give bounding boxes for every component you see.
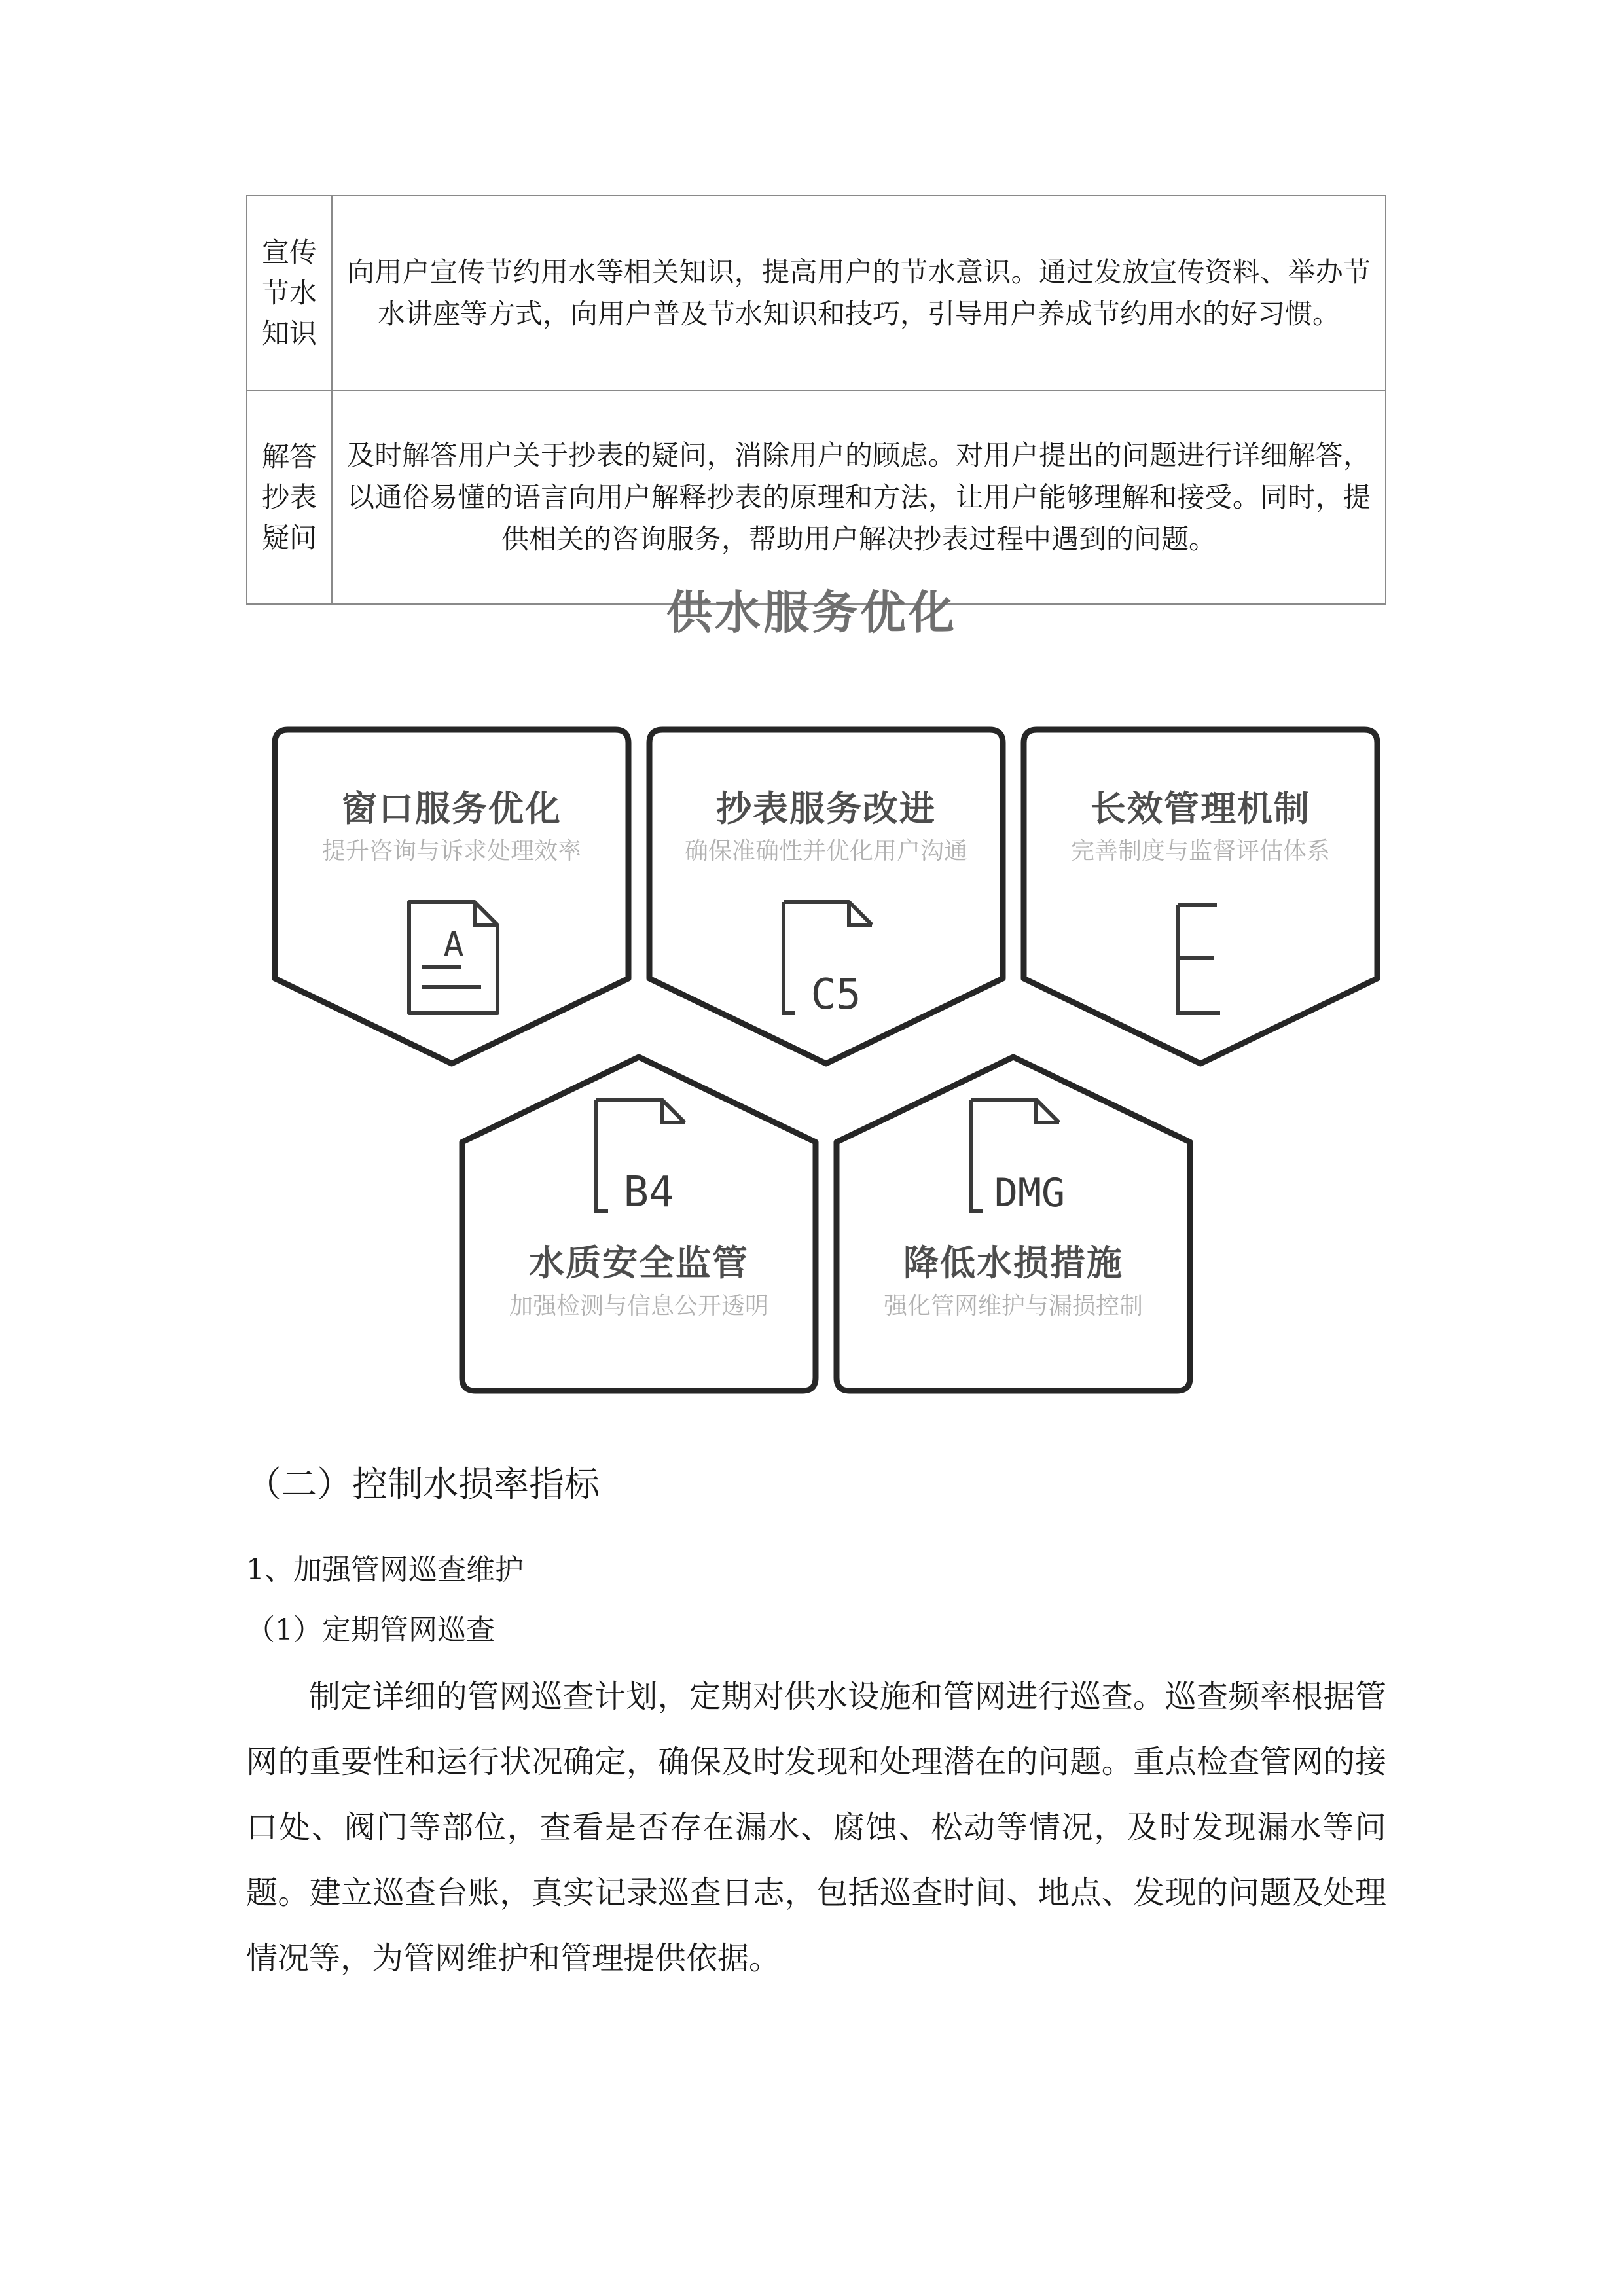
subsection-heading: 1、加强管网巡查维护 [246,1553,524,1587]
row-label-line: 节水 [261,277,317,309]
document-c5-icon [751,892,901,1023]
row-label-line: 宣传 [261,236,317,268]
table-row [247,391,1386,604]
document-e-icon [1125,892,1276,1023]
card-title: 窗口服务优化 [342,788,562,829]
svg-text:E: E [1125,892,1126,893]
row-content: 向用户宣传节约用水等相关知识，提高用户的节水意识。通过发放宣传资料、举办节水讲座等方式，向用户普及节水知识和技巧，引导用户养成节约用水的好习惯。 [332,196,1386,391]
card-title: 抄表服务改进 [716,788,936,829]
card-description: 确保准确性并优化用户沟通 [684,838,967,865]
card-description: 强化管网维护与漏损控制 [883,1293,1143,1319]
svg-text:C5: C5 [810,971,861,1019]
row-label-line: 解答 [261,440,317,473]
card-title: 水质安全监管 [529,1242,749,1283]
table-row [247,196,1386,391]
card-description: 提升咨询与诉求处理效率 [321,838,581,865]
svg-text:A: A [443,925,464,965]
body-paragraph: 制定详细的管网巡查计划，定期对供水设施和管网进行巡查。巡查频率根据管网的重要性和运行状况确定，确保及时发现和处理潜在的问题。重点检查管网的接口处、阀门等部位，查看是否存在漏水、腐蚀、松动等情况，及时发现漏水等问题。建立巡查台账，真实记录巡查日志，包括巡查时间、地点、发现的问题及处理情况等，为管网维护和管理提供依据。 [246,1678,1386,1977]
card-title: 长效管理机制 [1091,788,1310,829]
card-title: 降低水损措施 [903,1242,1123,1283]
document-dmg-icon [938,1090,1089,1221]
card-meter-reading [643,723,1009,1070]
card-reduce-water-loss [830,1050,1197,1397]
card-description: 加强检测与信息公开透明 [509,1293,768,1319]
row-label-line: 知识 [261,317,317,350]
svg-text:B4: B4 [623,1168,674,1217]
section-heading: （二）控制水损率指标 [246,1463,600,1505]
subsubsection-heading: （1）定期管网巡查 [246,1613,495,1647]
diagram-title: 供水服务优化 [666,586,957,639]
card-water-quality [456,1050,822,1397]
service-table [246,195,1386,605]
card-description: 完善制度与监督评估体系 [1070,838,1330,865]
row-label-line: 疑问 [261,522,317,554]
document-a-icon [376,892,527,1023]
row-label [247,391,332,604]
svg-text:DMG: DMG [994,1170,1066,1216]
document-b4-icon [564,1090,714,1221]
card-long-term-mechanism [1017,723,1384,1070]
row-label-line: 抄表 [261,481,317,513]
row-content: 及时解答用户关于抄表的疑问，消除用户的顾虑。对用户提出的问题进行详细解答，以通俗易懂的语言向用户解释抄表的原理和方法，让用户能够理解和接受。同时，提供相关的咨询服务，帮助用户解决抄表过程中遇到的问题。 [332,391,1386,604]
row-label [247,196,332,391]
card-window-service [268,723,635,1070]
